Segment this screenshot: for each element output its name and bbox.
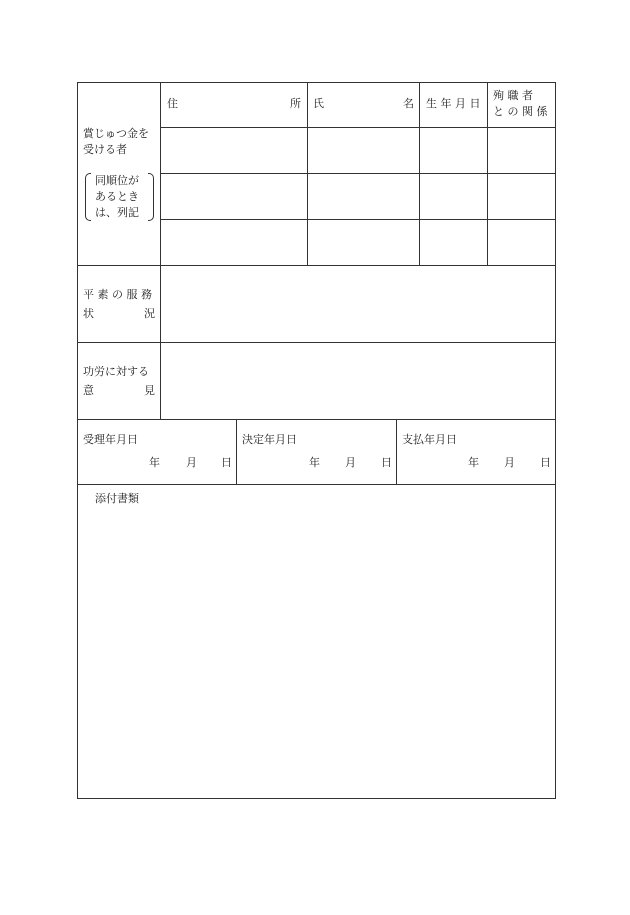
service-label-line1: 平 素 の 服 務 xyxy=(83,288,152,301)
header-relation-line1: 殉 職 者 xyxy=(493,89,533,102)
note-bracket-right xyxy=(148,173,154,221)
border-bottom xyxy=(77,798,556,799)
label-divider xyxy=(160,82,161,420)
decided-month: 月 xyxy=(345,456,356,469)
border-right xyxy=(555,82,556,799)
date-divider-1 xyxy=(236,419,237,485)
recipient-label-line2: 受ける者 xyxy=(83,143,127,156)
col-divider-2 xyxy=(419,82,420,266)
section-line-1 xyxy=(77,265,556,266)
paid-date-label: 支払年月日 xyxy=(402,433,457,446)
border-top xyxy=(77,82,556,83)
note-line2: あるとき xyxy=(95,190,139,203)
note-bracket-left xyxy=(85,173,91,221)
received-date-label: 受理年月日 xyxy=(83,433,138,446)
service-label-line2-right: 況 xyxy=(144,307,155,320)
header-name-left: 氏 xyxy=(313,97,324,110)
header-birthdate: 生 年 月 日 xyxy=(426,97,481,110)
row-line-3 xyxy=(160,219,556,220)
attachments-label: 添付書類 xyxy=(95,492,139,505)
note-line1: 同順位が xyxy=(95,174,139,187)
service-label-line2-left: 状 xyxy=(83,307,94,320)
merit-label-line1: 功労に対する xyxy=(83,365,149,378)
decided-day: 日 xyxy=(381,456,392,469)
decided-date-label: 決定年月日 xyxy=(242,433,297,446)
header-name-right: 名 xyxy=(403,97,414,110)
col-divider-1 xyxy=(307,82,308,266)
note-line3: は、列記 xyxy=(95,206,139,219)
header-relation-line2: と の 関 係 xyxy=(493,105,548,118)
merit-label-line2-left: 意 xyxy=(83,384,94,397)
header-address-right: 所 xyxy=(290,97,301,110)
merit-label-line2-right: 見 xyxy=(144,384,155,397)
col-divider-3 xyxy=(487,82,488,266)
row-line-2 xyxy=(160,173,556,174)
received-month: 月 xyxy=(186,456,197,469)
section-line-3 xyxy=(77,419,556,420)
recipient-label-line1: 賞じゅつ金を xyxy=(83,127,149,140)
paid-year: 年 xyxy=(468,456,479,469)
section-line-2 xyxy=(77,342,556,343)
decided-year: 年 xyxy=(309,456,320,469)
border-left xyxy=(77,82,78,799)
received-day: 日 xyxy=(221,456,232,469)
paid-month: 月 xyxy=(504,456,515,469)
section-line-4 xyxy=(77,484,556,485)
header-address-left: 住 xyxy=(167,97,178,110)
row-line-1 xyxy=(160,127,556,128)
received-year: 年 xyxy=(149,456,160,469)
date-divider-2 xyxy=(396,419,397,485)
paid-day: 日 xyxy=(540,456,551,469)
